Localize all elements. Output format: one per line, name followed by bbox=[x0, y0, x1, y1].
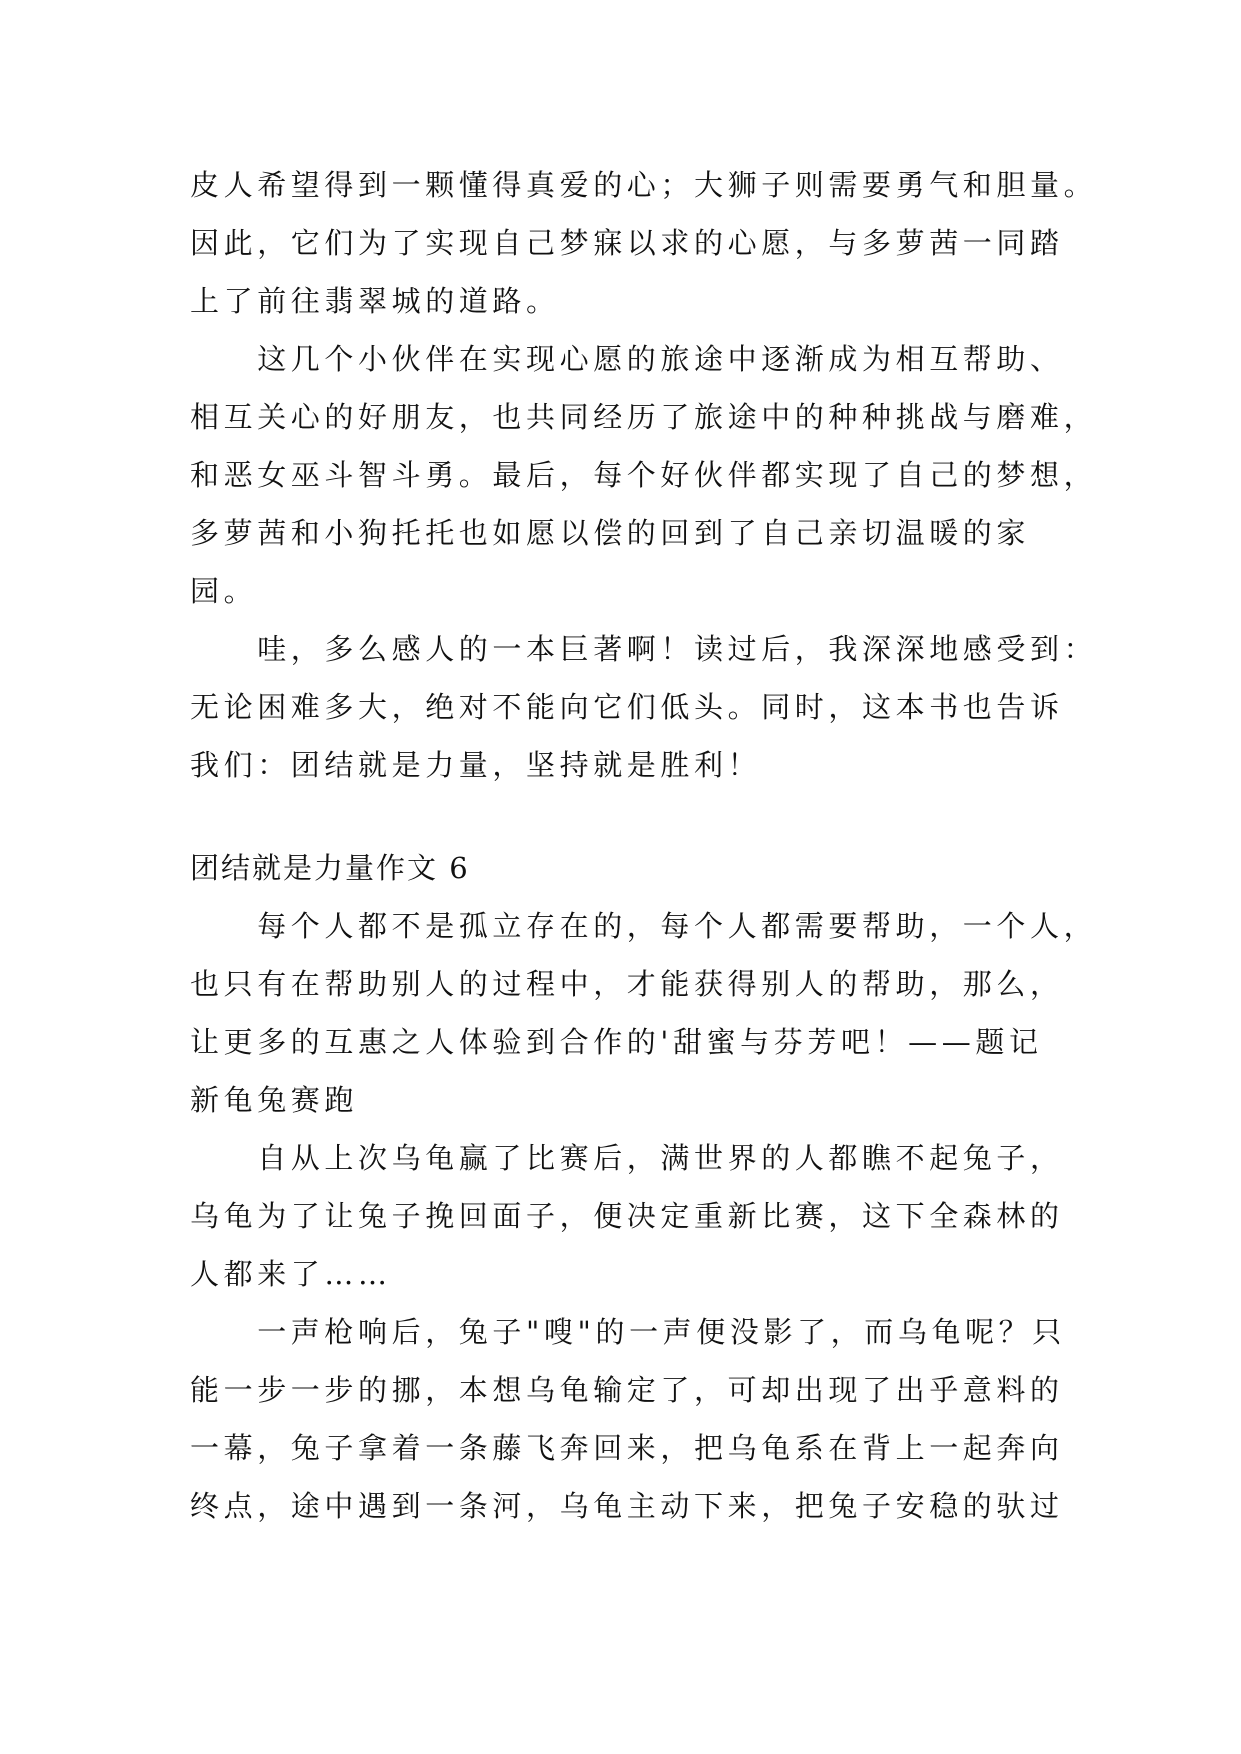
text-line: 因此，它们为了实现自己梦寐以求的心愿，与多萝茜一同踏 bbox=[190, 226, 1064, 260]
text-line: 一幕，兔子拿着一条藤飞奔回来，把乌龟系在背上一起奔向 bbox=[190, 1431, 1064, 1465]
text-line: 这几个小伙伴在实现心愿的旅途中逐渐成为相互帮助、 bbox=[190, 342, 1064, 376]
text-line: 每个人都不是孤立存在的，每个人都需要帮助，一个人， bbox=[190, 909, 1098, 943]
subheading: 新龟兔赛跑 bbox=[190, 1083, 359, 1117]
text-line: 相互关心的好朋友，也共同经历了旅途中的种种挑战与磨难， bbox=[190, 400, 1098, 434]
text-line: 自从上次乌龟赢了比赛后，满世界的人都瞧不起兔子， bbox=[190, 1141, 1064, 1175]
text-line: 皮人希望得到一颗懂得真爱的心；大狮子则需要勇气和胆量。 bbox=[190, 168, 1098, 202]
text-line: 也只有在帮助别人的过程中，才能获得别人的帮助，那么， bbox=[190, 967, 1064, 1001]
text-line: 园。 bbox=[190, 574, 258, 608]
text-line: 无论困难多大，绝对不能向它们低头。同时，这本书也告诉 bbox=[190, 690, 1064, 724]
text-line: 一声枪响后，兔子"嗖"的一声便没影了，而乌龟呢？只 bbox=[190, 1315, 1066, 1349]
text-line: 让更多的互惠之人体验到合作的'甜蜜与芬芳吧！——题记 bbox=[190, 1025, 1043, 1059]
text-line: 人都来了…… bbox=[190, 1257, 392, 1291]
text-line: 我们：团结就是力量，坚持就是胜利！ bbox=[190, 748, 762, 782]
text-line: 多萝茜和小狗托托也如愿以偿的回到了自己亲切温暖的家 bbox=[190, 516, 1031, 550]
text-line: 终点，途中遇到一条河，乌龟主动下来，把兔子安稳的驮过 bbox=[190, 1489, 1064, 1523]
text-line: 能一步一步的挪，本想乌龟输定了，可却出现了出乎意料的 bbox=[190, 1373, 1064, 1407]
text-line: 哇，多么感人的一本巨著啊！读过后，我深深地感受到： bbox=[190, 632, 1098, 666]
text-line: 上了前往翡翠城的道路。 bbox=[190, 284, 560, 318]
text-line: 和恶女巫斗智斗勇。最后，每个好伙伴都实现了自己的梦想， bbox=[190, 458, 1098, 492]
text-line: 乌龟为了让兔子挽回面子，便决定重新比赛，这下全森林的 bbox=[190, 1199, 1064, 1233]
section-heading: 团结就是力量作文 6 bbox=[190, 851, 470, 885]
